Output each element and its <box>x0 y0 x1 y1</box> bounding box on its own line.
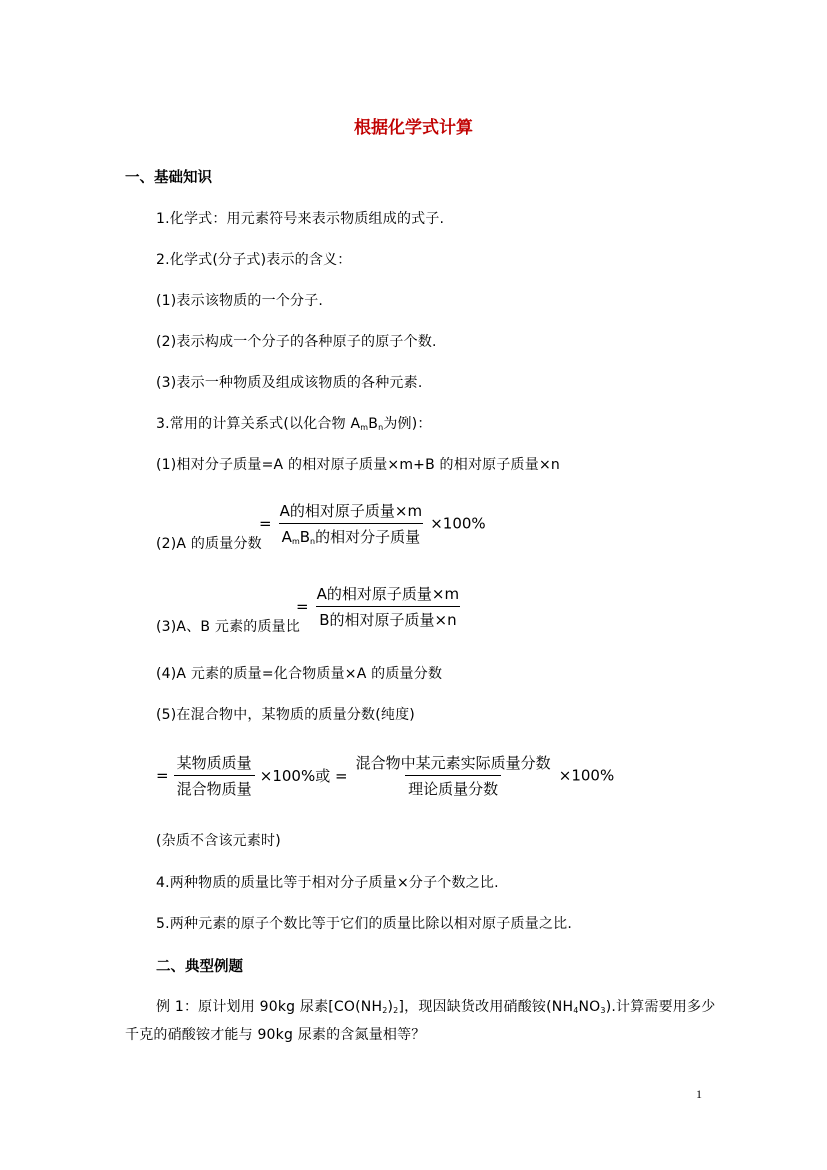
formula-2-den-m: m <box>291 537 300 546</box>
example-1-text-a: 例 1：原计划用 90kg 尿素[CO(NH <box>156 999 383 1015</box>
item-2-3: (3)表示一种物质及组成该物质的各种元素. <box>156 375 423 391</box>
example-1-line-1 <box>156 996 715 1016</box>
item-3-B: B <box>368 416 379 432</box>
item-1: 1.化学式：用元素符号来表示物质组成的式子. <box>156 211 445 227</box>
example-1-text-d: NO <box>578 999 601 1015</box>
formula-4: (4)A 元素的质量=化合物质量×A 的质量分数 <box>156 666 443 682</box>
item-3-prefix: 3.常用的计算关系式(以化合物 A <box>156 416 361 432</box>
section-heading-basics: 一、基础知识 <box>125 170 212 186</box>
formula-5-denominator-1: 混合物质量 <box>174 775 255 799</box>
formula-1: (1)相对分子质量=A 的相对原子质量×m+B 的相对原子质量×n <box>156 457 560 473</box>
formula-2-numerator: A的相对原子质量×m <box>279 502 423 520</box>
formula-3-numerator: A的相对原子质量×m <box>316 585 460 603</box>
formula-2-den-n: n <box>310 537 316 546</box>
formula-5-numerator-1: 某物质质量 <box>176 754 252 772</box>
formula-3-denominator: B的相对原子质量×n <box>316 606 459 630</box>
formula-5-fraction-2 <box>353 752 554 799</box>
example-1-sub-1: 2 <box>382 1006 388 1015</box>
item-3 <box>156 413 432 433</box>
formula-2-tail: ×100% <box>430 514 486 533</box>
formula-5-equals: = <box>156 766 169 785</box>
formula-2-den-B: B <box>299 528 311 546</box>
formula-5-tail: ×100% <box>558 766 615 785</box>
item-3-suffix: 为例)： <box>383 416 432 432</box>
item-3-sub-m: m <box>360 423 369 432</box>
formula-2-fraction <box>277 500 425 547</box>
item-3-sub-n: n <box>378 423 384 432</box>
formula-2-equals: = <box>259 514 272 533</box>
example-1-sub-4: 3 <box>600 1006 606 1015</box>
item-2-2: (2)表示构成一个分子的各种原子的原子个数. <box>156 334 437 350</box>
formula-5-denominator-2: 理论质量分数 <box>405 775 501 799</box>
formula-3-fraction <box>314 583 462 630</box>
formula-3-equals: = <box>296 597 309 616</box>
section-heading-examples: 二、典型例题 <box>156 959 243 975</box>
example-1-line-2: 千克的硝酸铵才能与 90kg 尿素的含氮量相等？ <box>125 1027 426 1043</box>
formula-5-numerator-2: 混合物中某元素实际质量分数 <box>355 754 551 772</box>
example-1-sub-3: 4 <box>573 1006 579 1015</box>
item-2-1: (1)表示该物质的一个分子. <box>156 293 324 309</box>
page-number: 1 <box>696 1087 702 1101</box>
formula-3 <box>296 583 462 630</box>
formula-2 <box>259 500 486 547</box>
formula-2-denominator <box>279 523 423 547</box>
formula-2-label: (2)A 的质量分数 <box>156 536 262 552</box>
formula-5-mid: ×100%或 = <box>259 767 348 785</box>
example-1-sub-2: 2 <box>393 1006 399 1015</box>
formula-5-fraction-1 <box>174 752 255 799</box>
example-1-text-e: ).计算需要用多少 <box>605 999 716 1015</box>
example-1-text-c: ]，现因缺货改用硝酸铵(NH <box>398 999 574 1015</box>
formula-3-label: (3)A、B 元素的质量比 <box>156 619 301 635</box>
formula-5-note: (杂质不含该元素时) <box>156 833 281 849</box>
item-2: 2.化学式(分子式)表示的含义： <box>156 252 352 268</box>
item-4: 4.两种物质的质量比等于相对分子质量×分子个数之比. <box>156 875 499 891</box>
formula-2-den-A: A <box>281 528 292 546</box>
formula-5: (5)在混合物中，某物质的质量分数(纯度) <box>156 707 415 723</box>
page-title: 根据化学式计算 <box>354 118 473 138</box>
formula-2-den-rest: 的相对分子质量 <box>315 528 421 546</box>
example-1-text-b: ) <box>387 999 394 1015</box>
item-5: 5.两种元素的原子个数比等于它们的质量比除以相对原子质量之比. <box>156 916 573 932</box>
formula-5-expression <box>156 752 614 799</box>
